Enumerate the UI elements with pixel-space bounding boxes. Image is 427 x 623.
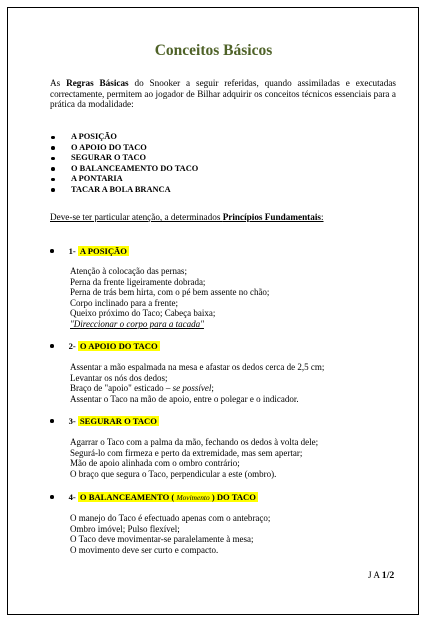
section-line: Assentar a mão espalmada na mesa e afastar os dedos cerca de 2,5 cm; — [70, 362, 325, 372]
section-title-highlight: O APOIO DO TACO — [79, 341, 158, 351]
section-line: O manejo do Taco é efectuado apenas com o antebraço; — [70, 513, 271, 523]
section-line: Levantar os nós dos dedos; — [70, 372, 168, 383]
author-initials: J A — [368, 570, 382, 580]
section-body-3 — [70, 437, 318, 479]
heading-italic-part: Movimento — [176, 493, 210, 502]
bullet-dot — [50, 249, 54, 253]
section-line: Perna da frente ligeiramente dobrada; — [70, 276, 206, 287]
section-heading-4 — [50, 492, 258, 503]
section-title-highlight: A POSIÇÃO — [79, 246, 127, 256]
section-line: O movimento deve ser curto e compacto. — [70, 544, 219, 555]
bullet-dot — [50, 419, 54, 423]
section-heading-3 — [50, 416, 159, 427]
topic-item: SEGURAR O TACO — [50, 153, 198, 164]
bullet-dot — [50, 344, 54, 348]
section-body-4 — [70, 513, 270, 555]
section-line: Agarrar o Taco com a palma da mão, fechando os dedos à volta dele; — [70, 437, 319, 447]
document-title: Conceitos Básicos — [154, 42, 273, 59]
topic-list — [50, 132, 198, 196]
topic-item: TACAR A BOLA BRANCA — [50, 185, 198, 196]
section-line: O braço que segura o Taco, perpendicular a este (ombro). — [70, 468, 277, 479]
lead-text: Deve-se ter particular atenção, a determinados — [50, 212, 223, 222]
section-line: Queixo próximo do Taco; Cabeça baixa; — [70, 308, 216, 319]
section-line: Assentar o Taco na mão de apoio, entre o polegar e o indicador. — [70, 393, 299, 404]
heading-part: O BALANCEAMENTO ( — [79, 492, 177, 502]
topic-item: A POSIÇÃO — [50, 132, 198, 143]
section-number: 3- — [68, 416, 78, 426]
quote-text: "Direccionar o corpo para a tacada" — [70, 318, 204, 329]
page-footer — [368, 570, 394, 581]
bullet-dot — [50, 495, 54, 499]
section-line: Segurá-lo com firmeza e perto da extremidade, mas sem apertar; — [70, 447, 303, 458]
intro-bold-term: Regras Básicas — [66, 78, 129, 88]
section-line: Perna de trás bem hirta, com o pé bem assente no chão; — [70, 287, 270, 298]
section-number: 2- — [68, 341, 78, 351]
intro-paragraph — [50, 78, 396, 110]
section-title-highlight — [78, 492, 258, 502]
topic-item: O APOIO DO TACO — [50, 143, 198, 154]
section-body-2 — [70, 362, 324, 404]
principles-lead — [50, 212, 324, 222]
section-line: Ombro imóvel; Pulso flexível; — [70, 523, 180, 534]
section-heading-1 — [50, 246, 129, 257]
section-body-1 — [70, 266, 269, 330]
line-italic-part: se possível — [172, 383, 212, 394]
section-quote — [70, 319, 269, 330]
section-heading-2 — [50, 341, 160, 352]
lead-bold: Princípios Fundamentais — [222, 212, 321, 222]
section-line: Atenção à colocação das pernas; — [70, 266, 187, 276]
section-number: 1- — [68, 246, 78, 256]
intro-text-end: do Snooker a seguir referidas, quando assimiladas e executadas correctamente, permitem ao jogador de Bilhar adquirir os conceitos técnicos essenciais para a prática da modalidade: — [50, 78, 397, 110]
section-line — [70, 383, 324, 394]
section-title-highlight: SEGURAR O TACO — [79, 416, 157, 426]
line-part: Braço de "apoio" esticado – — [70, 383, 173, 394]
topic-item: O BALANCEAMENTO DO TACO — [50, 164, 198, 175]
lead-end: : — [320, 212, 324, 222]
intro-text-start: As — [50, 78, 67, 88]
section-line: Corpo inclinado para a frente; — [70, 297, 178, 308]
page-number: 1/2 — [381, 570, 395, 581]
topic-item: A PONTARIA — [50, 174, 198, 185]
section-line: O Taco deve movimentar-se paralelamente à mesa; — [70, 534, 254, 545]
line-part: ; — [211, 383, 214, 394]
section-number: 4- — [68, 492, 78, 502]
heading-part: ) DO TACO — [209, 492, 256, 502]
section-line: Mão de apoio alinhada com o ombro contrário; — [70, 458, 240, 469]
